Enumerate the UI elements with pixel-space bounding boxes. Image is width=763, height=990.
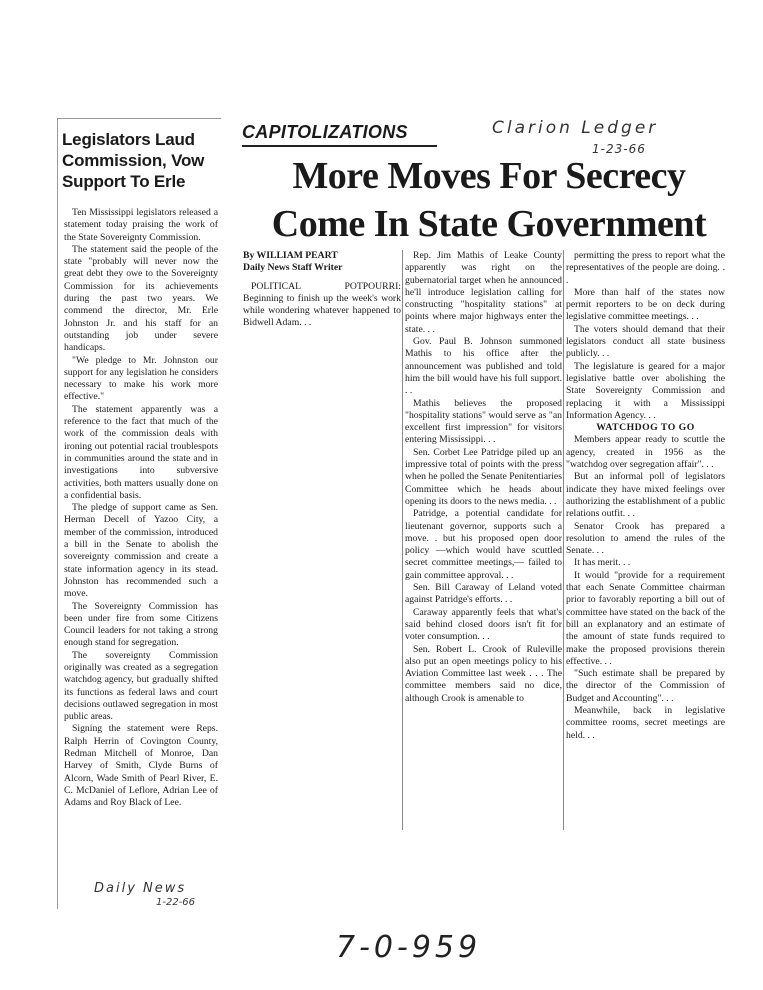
left-paragraph: "We pledge to Mr. Johnston our support for any legislation he considers necessary to make his work more effective."	[64, 354, 218, 403]
right-paragraph: The voters should demand that their legislators conduct all state business publicly. . .	[566, 323, 725, 360]
left-clipping	[57, 118, 221, 909]
right-paragraph: Rep. Jim Mathis of Leake County apparently was right on the gubernatorial target when he announced he'll introduce legislation calling for constructing "hospitality stations" at points where major highways enter the state. . .	[405, 250, 562, 335]
byline-staff: Daily News Staff Writer	[243, 262, 343, 274]
right-column-2	[405, 250, 562, 705]
left-source-note: Daily News	[94, 881, 187, 896]
left-source-date: 1-22-66	[156, 897, 196, 908]
right-source-date: 1-23-66	[592, 142, 646, 156]
byline-name: By WILLIAM PEART	[243, 250, 338, 261]
left-headline: Legislators Laud Commission, Vow Support To Erle	[62, 130, 205, 191]
right-paragraph: Sen. Robert L. Crook of Ruleville also put an open meetings policy to his Aviation Committee last week . . . The committee members said no dice, although Crook is amenable to	[405, 643, 562, 704]
right-source-note: Clarion Ledger	[492, 118, 659, 138]
right-paragraph: Patridge, a potential candidate for lieutenant governor, supports such a move. . but his proposed open door policy —which would have scuttled secret committee meetings,— failed to gain committee approval. . .	[405, 508, 562, 581]
right-paragraph: Members appear ready to scuttle the agency, created in 1956 as the "watchdog over segregation affair". . .	[566, 434, 725, 471]
right-paragraph: Senator Crook has prepared a resolution to amend the rules of the Senate. . .	[566, 520, 725, 557]
right-paragraph: "Such estimate shall be prepared by the director of the Commission of Budget and Accounting". . .	[566, 668, 725, 704]
right-column-3	[566, 250, 725, 742]
right-paragraph: permitting the press to report what the representatives of the people are doing. . .	[566, 250, 725, 286]
column-kicker: CAPITOLIZATIONS	[242, 122, 437, 147]
headline-line-2: Come In State Government	[271, 203, 707, 245]
col3-subhead: WATCHDOG TO GO	[596, 422, 695, 434]
left-paragraph: The statement said the people of the state "probably will never now the great debt they owe to the Sovereignty Commission for its achievements during the past two years. We commend the director, Mr. Erle Johnston Jr. and his staff for an outstanding job under severe handicaps.	[64, 243, 218, 354]
column-rule	[402, 250, 403, 830]
left-paragraph: Signing the statement were Reps. Ralph Herrin of Covington County, Redman Mitchell of Monroe, Dan Harvey of Smith, Clyde Burns of Alcorn, Wade Smith of Pearl River, E. C. McDaniel of Leflore, Adrian Lee of Adams and Roy Black of Lee.	[64, 723, 218, 809]
right-paragraph: The legislature is geared for a major legislative battle over abolishing the State Sovereignty Commission and replacing it with a Mississippi Information Agency. . .	[566, 360, 725, 421]
file-number: 7-0-959	[336, 930, 482, 965]
right-paragraph: But an informal poll of legislators indicate they have mixed feelings over authorizing the establishment of a public relations outfit. . .	[566, 471, 725, 520]
left-paragraph: Ten Mississippi legislators released a statement today praising the work of the State Sovereignty Commission.	[64, 207, 218, 243]
right-paragraph: Gov. Paul B. Johnson summoned Mathis to his office after the announcement was published and told him the bill would have his full support. . .	[405, 336, 562, 397]
right-paragraph: It would "provide for a requirement that each Senate Committee chairman prior to favorably reporting a bill out of committee have stated on the back of the bill an explanatory and an estimate of the amount of state funds required to make the proposed provisions therein effective. . .	[566, 569, 725, 667]
left-paragraph: The pledge of support came as Sen. Herman Decell of Yazoo City, a member of the commission, introduced a bill in the Senate to abolish the sovereignty commission and create a state information agency in its stead. Johnston has recommended such a move.	[64, 502, 218, 600]
left-paragraph: The sovereignty Commission originally was created as a segregation watchdog agency, but gradually shifted its functions as federal laws and court decisions outlawed segregation in most public areas.	[64, 649, 218, 723]
left-article-body	[64, 207, 218, 810]
right-paragraph: More than half of the states now permit reporters to be on deck during legislative committee meetings. . .	[566, 286, 725, 323]
right-paragraph: Meanwhile, back in legislative committee rooms, secret meetings are held. . .	[566, 704, 725, 741]
right-paragraph: Sen. Corbet Lee Patridge piled up an impressive total of points with the press when he polled the Senate Penitentiaries Committee which he heads about opening its doors to the news media. . .	[405, 446, 562, 507]
right-paragraph: Caraway apparently feels that what's said behind closed doors isn't fit for voter consumption. . .	[405, 606, 562, 643]
right-headline	[244, 152, 734, 248]
column-rule	[563, 250, 564, 830]
left-paragraph: The Sovereignty Commission has been under fire from some Citizens Council leaders for not taking a strong enough stand for segregation.	[64, 600, 218, 649]
left-paragraph: The statement apparently was a reference to the fact that much of the work of the commission deals with ironing out potential racial troublespots in communities around the state and in investigations into subversive activities, both matters usually done on a confidential basis.	[64, 403, 218, 501]
right-paragraph: It has merit. . .	[574, 557, 631, 569]
right-paragraph: POLITICAL POTPOURRI: Beginning to finish up the week's work while wondering whatever happened to Bidwell Adam. . .	[243, 280, 401, 329]
right-column-1	[243, 250, 401, 330]
headline-line-1: More Moves For Secrecy	[292, 155, 686, 197]
right-paragraph: Mathis believes the proposed "hospitality stations" would serve as "an excellent first impression" for visitors entering Mississippi. . .	[405, 397, 562, 446]
right-paragraph: Sen. Bill Caraway of Leland voted against Patridge's efforts. . .	[405, 582, 562, 606]
